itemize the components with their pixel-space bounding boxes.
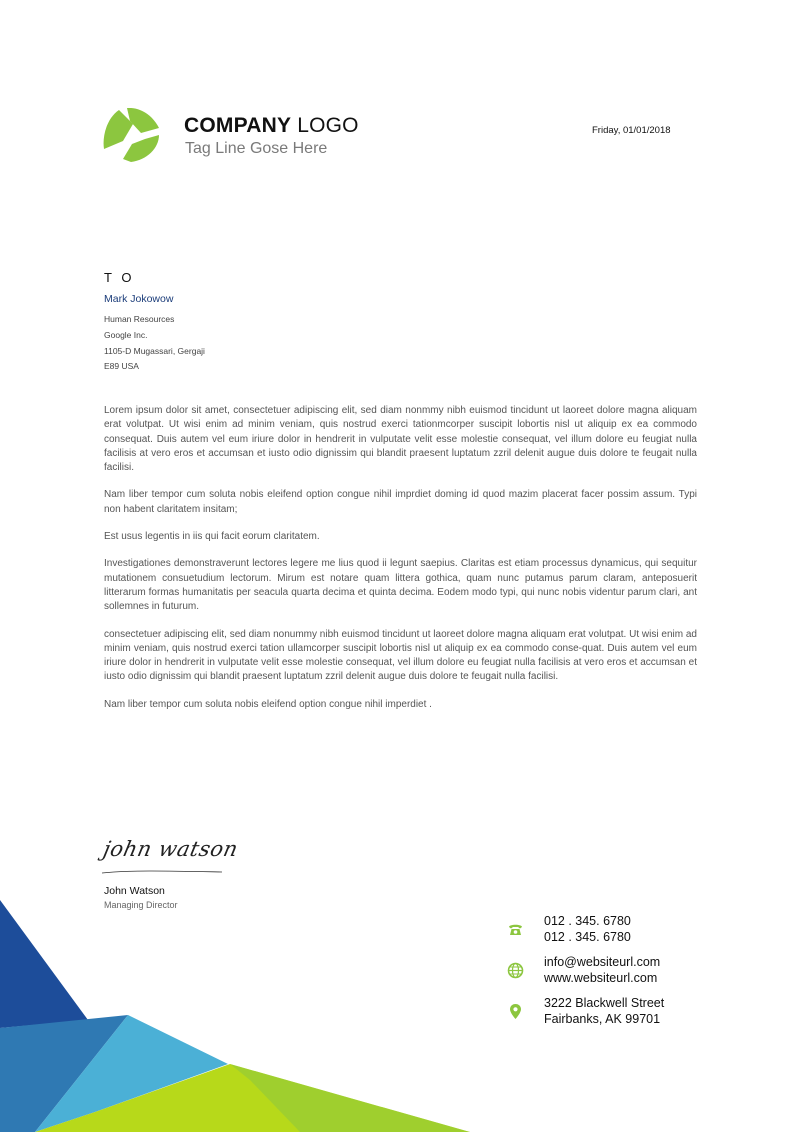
body-paragraph: Lorem ipsum dolor sit amet, consectetuer adipiscing elit, sed diam nonmmy nibh euismod tincidunt ut laoreet dolore magna aliquam erat volutpat. Ut wisi enim ad minim veniam, quis nostrud exerci tationmcorper suscipit lobortis nisl ut aliquip ex ea commodo consequat. Duis autem vel eum iriure dolor in hendrerit in vulputate velit esse molestie consequat, vel illum dolore eu feugiat nulla facilisis at vero eros et accumsan et iusto odio dignissim qui blandit praesent luptatum zzril delenit augue duis dolore te feugait nulla facilisi. [104, 405, 697, 474]
signer-name: John Watson [104, 885, 165, 897]
green-shape [230, 1064, 470, 1132]
recipient-address-line: E89 USA [104, 361, 139, 371]
recipient-address-line: Human Resources [104, 314, 175, 324]
company-name-bold: COMPANY [184, 114, 292, 137]
body-paragraph: Investigationes demonstraverunt lectores legere me lius quod ii legunt saepius. Claritas est etiam processus dynamicus, qui sequitur mutationem consuetudium lectorum. Mirum est notare quam littera gothica, quam nunc putamus parum claram, anteposuerit litterarum formas humanitatis per seacula quarta decima et quinta decima. Eodem modo typi, qui nunc nobis videntur parum clari, ant sollemnes in futurum. [104, 558, 697, 613]
company-logo-icon [103, 108, 160, 162]
company-name-light: LOGO [297, 114, 359, 137]
website-url[interactable]: www.websiteurl.com [544, 971, 658, 985]
phone-number-1: 012 . 345. 6780 [544, 914, 631, 928]
lime-shape [35, 1064, 470, 1132]
body-paragraph: Est usus legentis in iis qui facit eorum claritatem. [104, 531, 320, 543]
phone-number-2: 012 . 345. 6780 [544, 930, 631, 944]
city-address: Fairbanks, AK 99701 [544, 1012, 661, 1026]
tagline: Tag Line Gose Here [185, 140, 328, 157]
mid-blue-shape [0, 1015, 128, 1132]
handwritten-signature: john watson [101, 837, 241, 861]
street-address: 3222 Blackwell Street [544, 996, 665, 1010]
location-pin-icon [507, 1003, 524, 1020]
dark-blue-triangle [0, 900, 88, 1028]
signer-title: Managing Director [104, 900, 178, 910]
letter-date: Friday, 01/01/2018 [592, 125, 671, 136]
signature-underline [100, 868, 224, 876]
body-paragraph: Nam liber tempor cum soluta nobis eleifend option congue nihil imperdiet . [104, 698, 432, 710]
phone-icon [507, 921, 524, 938]
recipient-address-line: 1105-D Mugassari, Gergaji [104, 346, 205, 356]
email-address[interactable]: info@websiteurl.com [544, 955, 661, 969]
recipient-address-line: Google Inc. [104, 330, 148, 340]
body-paragraph: consectetuer adipiscing elit, sed diam nonummy nibh euismod tincidunt ut laoreet dolore magna aliquam erat volutpat. Ut wisi enim ad minim veniam, quis nostrud exerci tation ullamcorper suscipit lobortis nisl ut aliquip ex ea commodo conse-quat. Duis autem vel eum iriure dolor in hendrerit in vulputate velit esse molestie consequat, vel illum dolore eu feugiat nulla facilisis at vero eros et accumsan et iusto odio dignissim qui blandit praesent luptatum zzril delenit augue duis dolore te feugait nulla facilisi. [104, 628, 697, 683]
recipient-name: Mark Jokowow [104, 293, 174, 305]
globe-icon [507, 962, 524, 979]
body-paragraph: Nam liber tempor cum soluta nobis eleifend option congue nihil imprdiet doming id quod mazim placerat facer possim assum. Typi non habent claritatem insitam; [104, 489, 697, 515]
to-label: T O [104, 270, 135, 285]
light-blue-shape [35, 1015, 228, 1132]
letter-body [104, 404, 697, 725]
company-name [184, 114, 359, 138]
